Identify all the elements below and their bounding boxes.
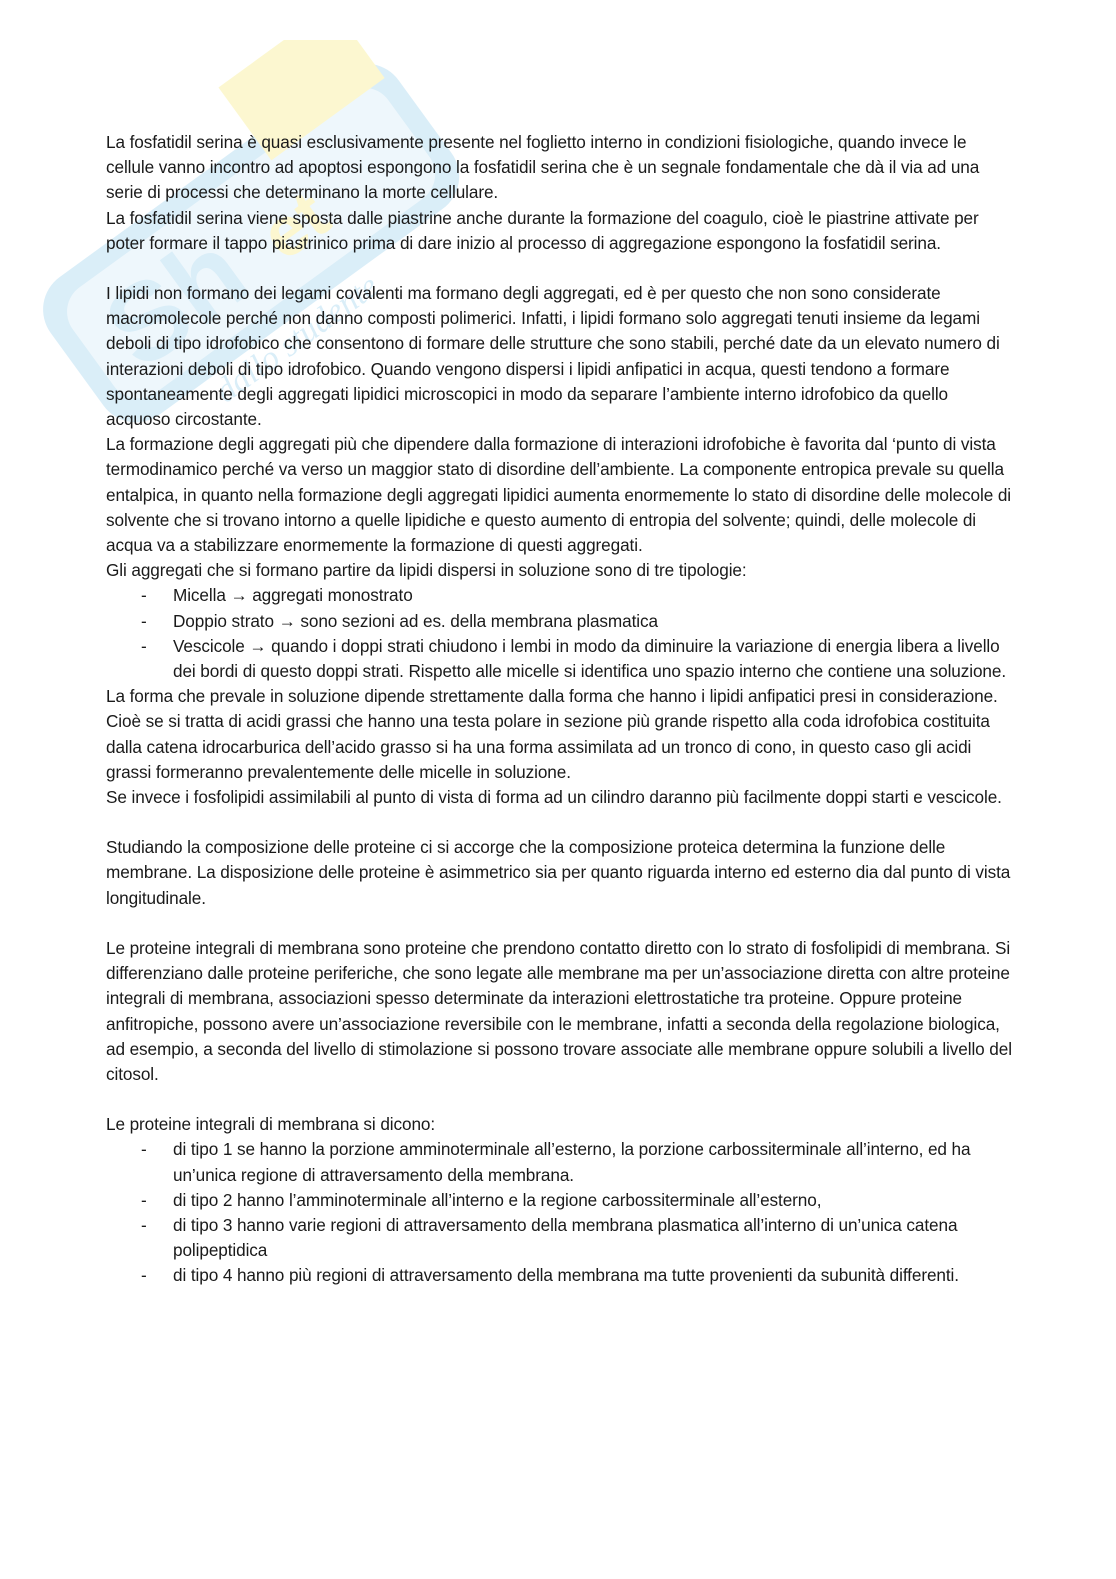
list-item: - Micella → aggregati monostrato — [106, 583, 1016, 608]
paragraph-aggregate-types-intro: Gli aggregati che si formano partire da lipidi dispersi in soluzione sono di tre tipologie: — [106, 560, 747, 581]
paragraph-protein-composition: Studiando la composizione delle proteine ci si accorge che la composizione proteica determina la funzione delle membrane. La disposizione delle proteine è asimmetrico sia per quanto riguarda interno ed esterno dia dal punto di vista longitudinale. — [106, 837, 1011, 908]
document-page — [106, 130, 1016, 1289]
list-item: - di tipo 1 se hanno la porzione amminoterminale all’esterno, la porzione carbossiterminale all’interno, ed ha un’unica regione di attraversamento della membrana. — [106, 1137, 1016, 1187]
paragraph-aggregate-thermodynamics: La formazione degli aggregati più che dipendere dalla formazione di interazioni idrofobiche è favorita dal ‘punto di vista termodinamico perché va verso un maggior stato di disordine dell’ambiente. La componente entropica prevale su quella entalpica, in quanto nella formazione degli aggregati lipidici aumenta enormemente lo stato di disordine delle molecole di solvente che si trovano intorno a quelle lipidiche e questo aumento di entropia del solvente; quindi, delle molecole di acqua va a stabilizzare enormemente la formazione di questi aggregati. — [106, 434, 1012, 556]
paragraph-phosphatidylserine-apoptosis: La fosfatidil serina è quasi esclusivamente presente nel foglietto interno in condizioni fisiologiche, quando invece le cellule vanno incontro ad apoptosi espongono la fosfatidil serina che è un segnale fondamentale che dà il via ad una serie di processi che determinano la morte cellulare. — [106, 132, 980, 203]
svg-text:Sh: Sh — [82, 209, 269, 392]
paragraph-lipid-shape: La forma che prevale in soluzione dipende strettamente dalla forma che hanno i lipidi anfipatici presi in considerazione. Cioè se si tratta di acidi grassi che hanno una testa polare in sezione più grande rispetto alla coda idrofobica costituita dalla catena idrocarburica dell’acido grasso si ha una forma assimilata ad un tronco di cono, in questo caso gli acidi grassi formeranno prevalentemente delle micelle in soluzione. — [106, 686, 998, 782]
list-item: - di tipo 2 hanno l’amminoterminale all’interno e la regione carbossiterminale all’esterno, — [106, 1188, 1016, 1213]
list-item: - di tipo 3 hanno varie regioni di attraversamento della membrana plasmatica all’interno di un’unica catena polipeptidica — [106, 1213, 1016, 1263]
paragraph-phospholipid-cylinder: Se invece i fosfolipidi assimilabili al punto di vista di forma ad un cilindro daranno più facilmente doppi starti e vescicole. — [106, 787, 1002, 808]
paragraph-integral-types-intro: Le proteine integrali di membrana si dicono: — [106, 1114, 436, 1135]
integral-protein-types-list — [106, 1137, 1016, 1288]
paragraph-integral-proteins: Le proteine integrali di membrana sono proteine che prendono contatto diretto con lo strato di fosfolipidi di membrana. Si differenziano dalle proteine periferiche, che sono legate alle membrane ma per un’associazione diretta con altre proteine integrali di membrana, associazioni spesso determinate da interazioni elettrostatiche tra proteine. Oppure proteine anfitropiche, possono avere un’associazione reversibile con le membrane, infatti a seconda della regolazione biologica, ad esempio, a seconda del livello di stimolazione si possono trovare associate alle membrane oppure solubili a livello del citosol. — [106, 937, 1012, 1084]
paragraph-lipid-aggregates: I lipidi non formano dei legami covalenti ma formano degli aggregati, ed è per questo che non sono considerate macromolecole perché non danno composti polimerici. Infatti, i lipidi formano solo aggregati tenuti insieme da legami deboli di tipo idrofobico che consentono di formare delle strutture che sono stabili, perché date da un elevato numero di interazioni deboli di tipo idrofobico. Quando vengono dispersi i lipidi anfipatici in acqua, questi tendono a formare spontaneamente degli aggregati lipidici microscopici in modo da separare l’ambiente interno idrofobico da quello acquoso circostante. — [106, 283, 1000, 430]
svg-text:et: et — [246, 174, 343, 275]
svg-text:dallo studente: dallo studente — [208, 267, 386, 411]
aggregate-types-list — [106, 583, 1016, 684]
list-item: - Vescicole → quando i doppi strati chiudono i lembi in modo da diminuire la variazione di energia libera a livello dei bordi di questo doppi strati. Rispetto alle micelle si identifica uno spazio interno che contiene una soluzione. — [106, 634, 1016, 684]
list-item: - di tipo 4 hanno più regioni di attraversamento della membrana ma tutte provenienti da subunità differenti. — [106, 1263, 1016, 1288]
list-item: - Doppio strato → sono sezioni ad es. della membrana plasmatica — [106, 609, 1016, 634]
paragraph-phosphatidylserine-platelets: La fosfatidil serina viene sposta dalle piastrine anche durante la formazione del coagulo, cioè le piastrine attivate per poter formare il tappo piastrinico prima di dare inizio al processo di aggregazione espongono la fosfatidil serina. — [106, 207, 979, 253]
